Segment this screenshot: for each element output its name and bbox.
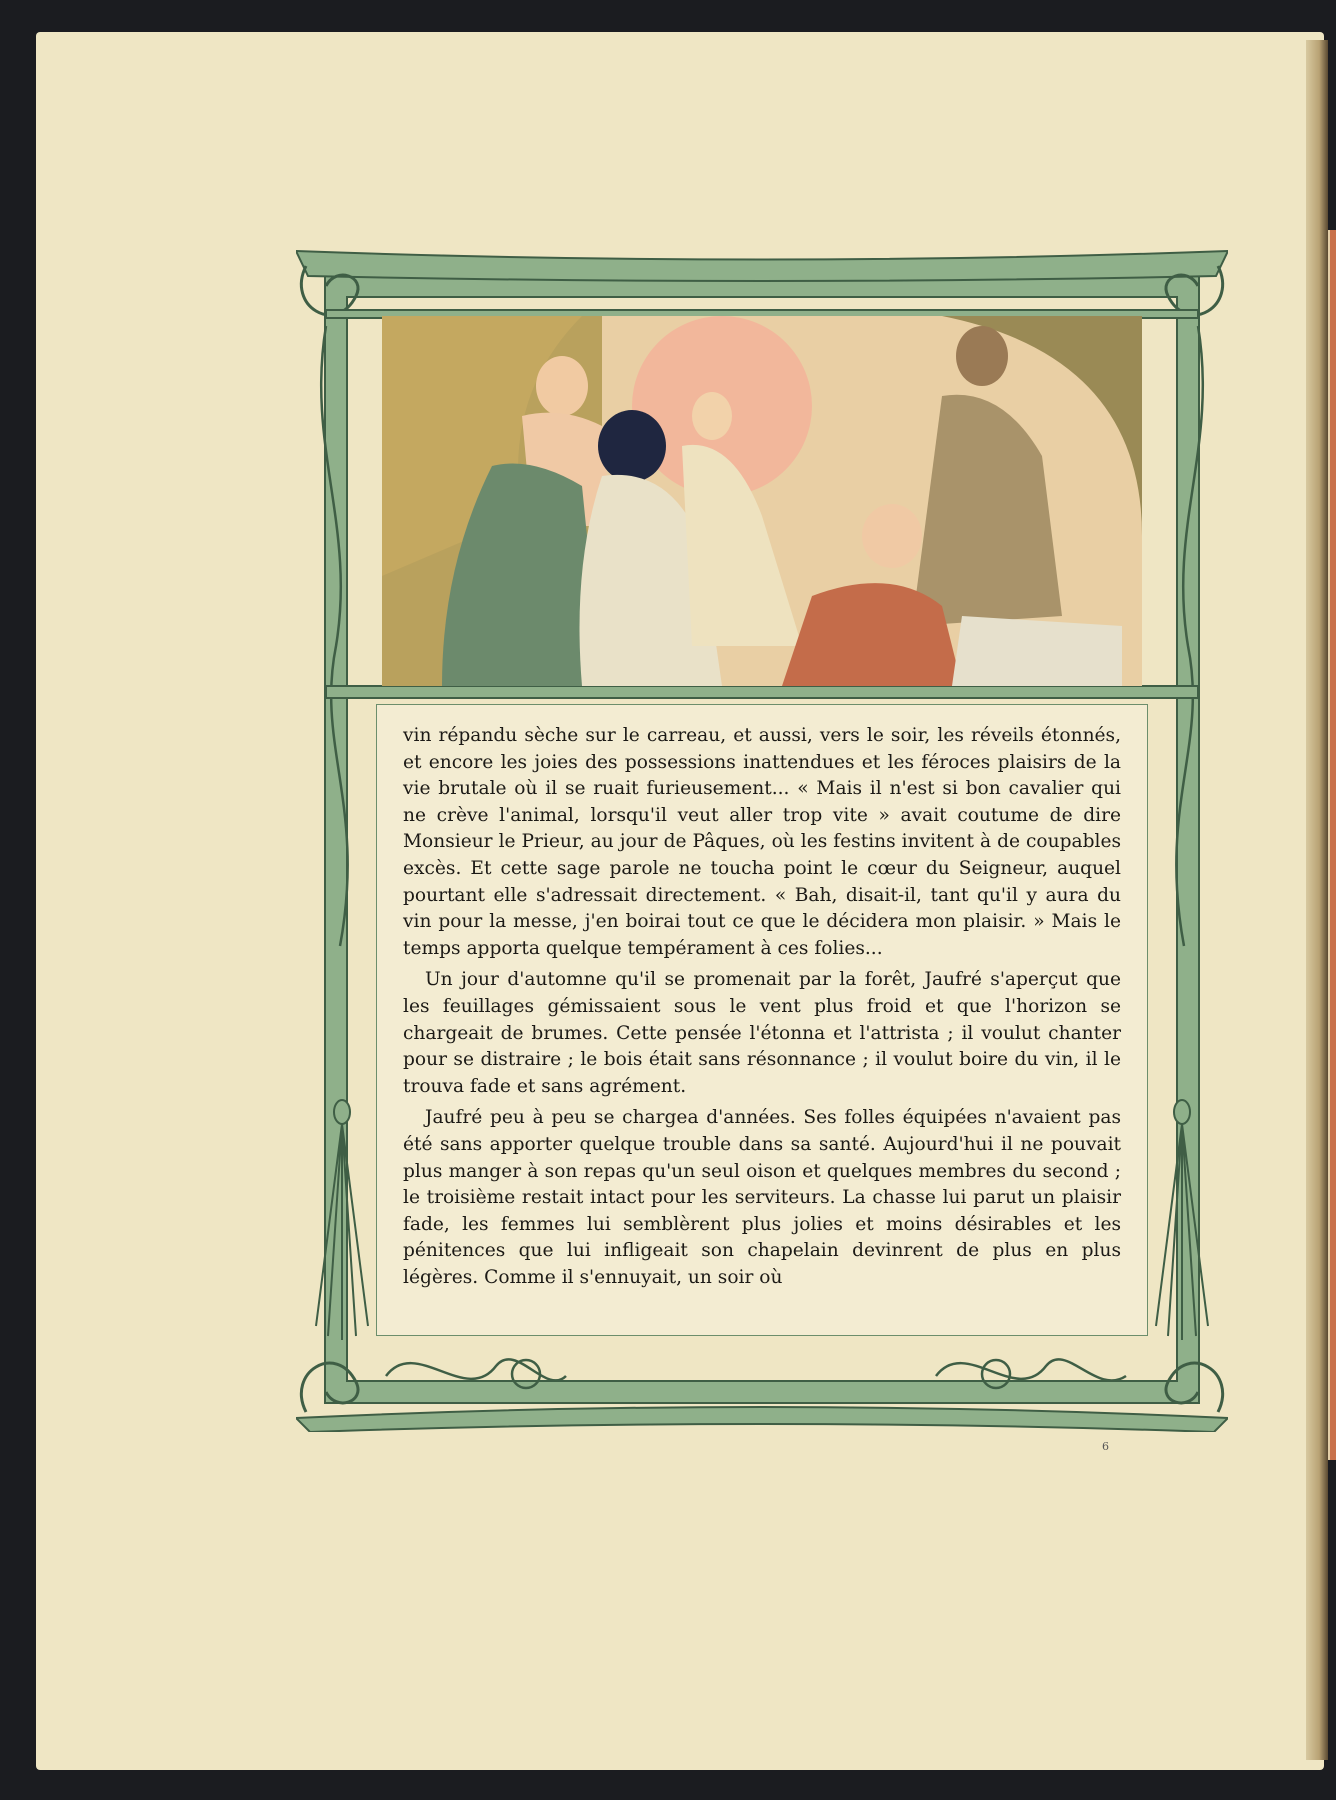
facing-page-edge [1328, 230, 1336, 1460]
text-body [403, 723, 1121, 1291]
paragraph-1: vin répandu sèche sur le carreau, et aussi, vers le soir, les réveils étonnés, et encore les joies des possessions inattendues et les féroces plaisirs de la vie brutale où il se ruait furieusement... « Mais il n'est si bon cavalier qui ne crève l'animal, lorsqu'il veut aller trop vite » avait coutume de dire Monsieur le Prieur, au jour de Pâques, où les festins invitent à de coupables excès. Et cette sage parole ne toucha point le cœur du Seigneur, auquel pourtant elle s'adressait directement. « Bah, disait-il, tant qu'il y aura du vin pour la messe, j'en boirai tout ce que le décidera mon plaisir. » Mais le temps apporta quelque tempérament à ces folies... [403, 725, 1121, 959]
art-nouveau-frame [296, 246, 1228, 1432]
banquet-scene-icon [382, 316, 1142, 686]
banquet-illustration [382, 316, 1142, 686]
paragraph-3: Jaufré peu à peu se chargea d'années. Ses folles équipées n'avaient pas été sans apporter quelque trouble dans sa santé. Aujourd'hui il ne pouvait plus manger à son repas qu'un seul oison et quelques membres du second ; le troisième restait intact pour les serviteurs. La chasse lui parut un plaisir fade, les femmes lui semblèrent plus jolies et moins désirables et les pénitences que lui infligeait son chapelain devinrent de plus en plus légères. Comme il s'ennuyait, un soir où [403, 1107, 1121, 1288]
page-number: 6 [1102, 1440, 1109, 1453]
paragraph-2: Un jour d'automne qu'il se promenait par la forêt, Jaufré s'aperçut que les feuillages gémissaient sous le vent plus froid et que l'horizon se chargeait de brumes. Cette pensée l'étonna et l'attrista ; il voulut chanter pour se distraire ; le bois était sans résonnance ; il voulut boire du vin, il le trouva fade et sans agrément. [403, 969, 1121, 1097]
text-panel [376, 704, 1148, 1336]
book-gutter [1306, 40, 1328, 1760]
